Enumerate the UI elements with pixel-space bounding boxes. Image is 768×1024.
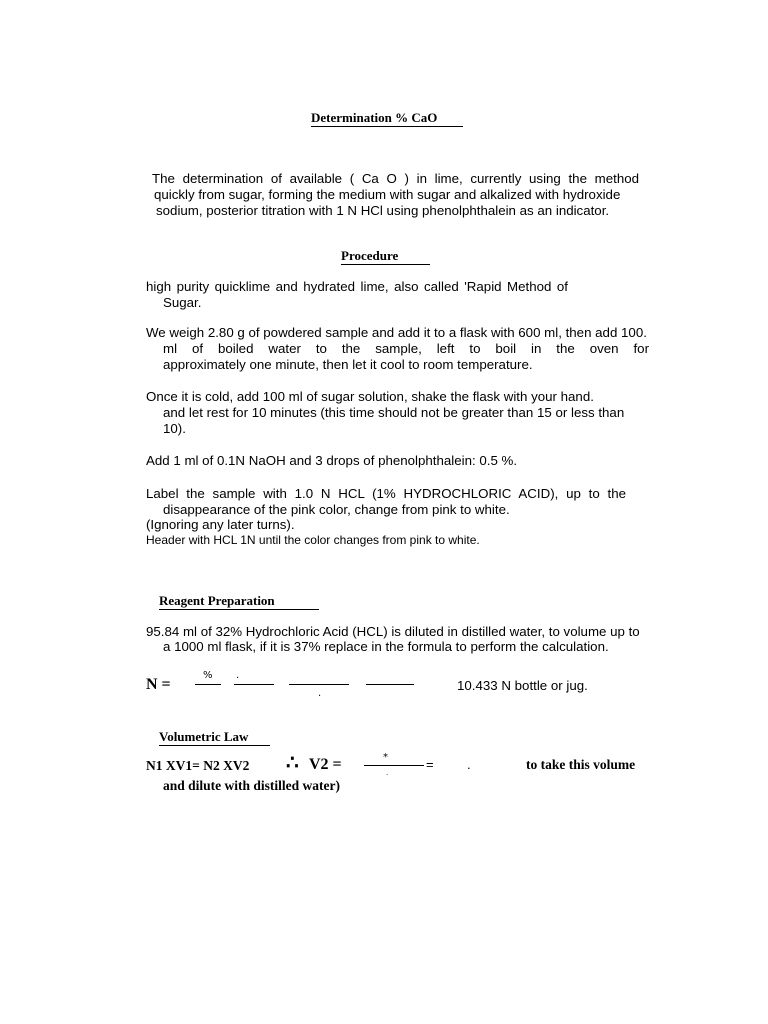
formula-dot-glyph: . — [318, 688, 322, 699]
fraction-bar — [364, 765, 424, 766]
procedure-text: (Ignoring any later turns). — [146, 517, 295, 532]
procedure-item-cont — [163, 502, 510, 518]
procedure-item-cont — [163, 341, 649, 357]
formula-glyph-dot: . — [236, 670, 240, 681]
fraction-bar — [289, 684, 349, 685]
formula-result — [457, 678, 588, 694]
v2-label: V2 = — [309, 756, 342, 773]
reagent-text-line-2 — [163, 639, 609, 655]
procedure-item — [142, 279, 568, 297]
procedure-heading — [341, 248, 430, 265]
procedure-heading-text: Procedure — [341, 248, 430, 265]
procedure-item-cont — [163, 295, 201, 311]
procedure-text: approximately one minute, then let it cool to room temperature. — [163, 357, 533, 372]
procedure-text: ml of boiled water to the sample, left to boil in the oven for — [163, 341, 649, 356]
volumetric-tail-text: to take this volume — [526, 757, 636, 772]
multiply-star: * — [383, 752, 388, 763]
equals-sign: = — [426, 757, 434, 772]
procedure-text: and let rest for 10 minutes (this time should not be greater than 15 or less than — [163, 405, 625, 420]
reagent-heading — [159, 593, 319, 610]
normality-formula — [142, 676, 171, 694]
procedure-text: 10). — [163, 421, 186, 436]
intro-line-3 — [152, 203, 609, 221]
procedure-text: high purity quicklime and hydrated lime, also called 'Rapid Method of — [146, 279, 568, 294]
title-text: Determination % CaO — [311, 110, 463, 127]
procedure-text: Label the sample with 1.0 N HCL (1% HYDROCHLORIC ACID), up to the — [146, 486, 626, 501]
formula-dot: . — [386, 769, 389, 777]
procedure-text: Once it is cold, add 100 ml of sugar solution, shake the flask with your hand. — [146, 389, 594, 404]
intro-text: The determination of available ( Ca O ) in lime, currently using the method — [152, 171, 639, 186]
procedure-text: Sugar. — [163, 295, 202, 310]
formula-percent: % — [203, 670, 213, 681]
document-title — [311, 110, 463, 127]
procedure-text: We weigh 2.80 g of powdered sample and add it to a flask with 600 ml, then add 100. — [146, 325, 647, 340]
fraction-bar — [234, 684, 274, 685]
formula-lhs: N = — [146, 676, 171, 693]
intro-text: sodium, posterior titration with 1 N HCl using phenolphthalein as an indicator. — [156, 203, 610, 218]
volumetric-heading — [159, 729, 270, 746]
volumetric-line-2-text: and dilute with distilled water) — [163, 778, 341, 793]
therefore-symbol: ∴ — [286, 752, 299, 774]
procedure-item-cont — [163, 405, 624, 421]
procedure-text: Header with HCL 1N until the color changes from pink to white. — [146, 533, 480, 547]
fraction-bar — [366, 684, 414, 685]
volumetric-line-2 — [163, 778, 340, 794]
formula-dot: . — [467, 757, 471, 772]
fraction-bar — [195, 684, 221, 685]
reagent-text: a 1000 ml flask, if it is 37% replace in the formula to perform the calculation. — [163, 639, 609, 654]
procedure-item — [142, 453, 517, 471]
procedure-item — [142, 532, 480, 550]
procedure-text: Add 1 ml of 0.1N NaOH and 3 drops of phenolphthalein: 0.5 %. — [146, 453, 518, 468]
reagent-text: 95.84 ml of 32% Hydrochloric Acid (HCL) is diluted in distilled water, to volume up to — [146, 624, 640, 639]
procedure-item-cont — [163, 421, 186, 437]
volumetric-equation — [142, 757, 249, 775]
procedure-text: disappearance of the pink color, change from pink to white. — [163, 502, 510, 517]
intro-text: quickly from sugar, forming the medium with sugar and alkalized with hydroxide — [154, 187, 621, 202]
volumetric-heading-text: Volumetric Law — [159, 729, 270, 746]
equation-text: N1 XV1= N2 XV2 — [146, 758, 250, 773]
procedure-item-cont — [163, 357, 533, 373]
formula-result-text: 10.433 N bottle or jug. — [457, 678, 588, 693]
reagent-heading-text: Reagent Preparation — [159, 593, 319, 610]
